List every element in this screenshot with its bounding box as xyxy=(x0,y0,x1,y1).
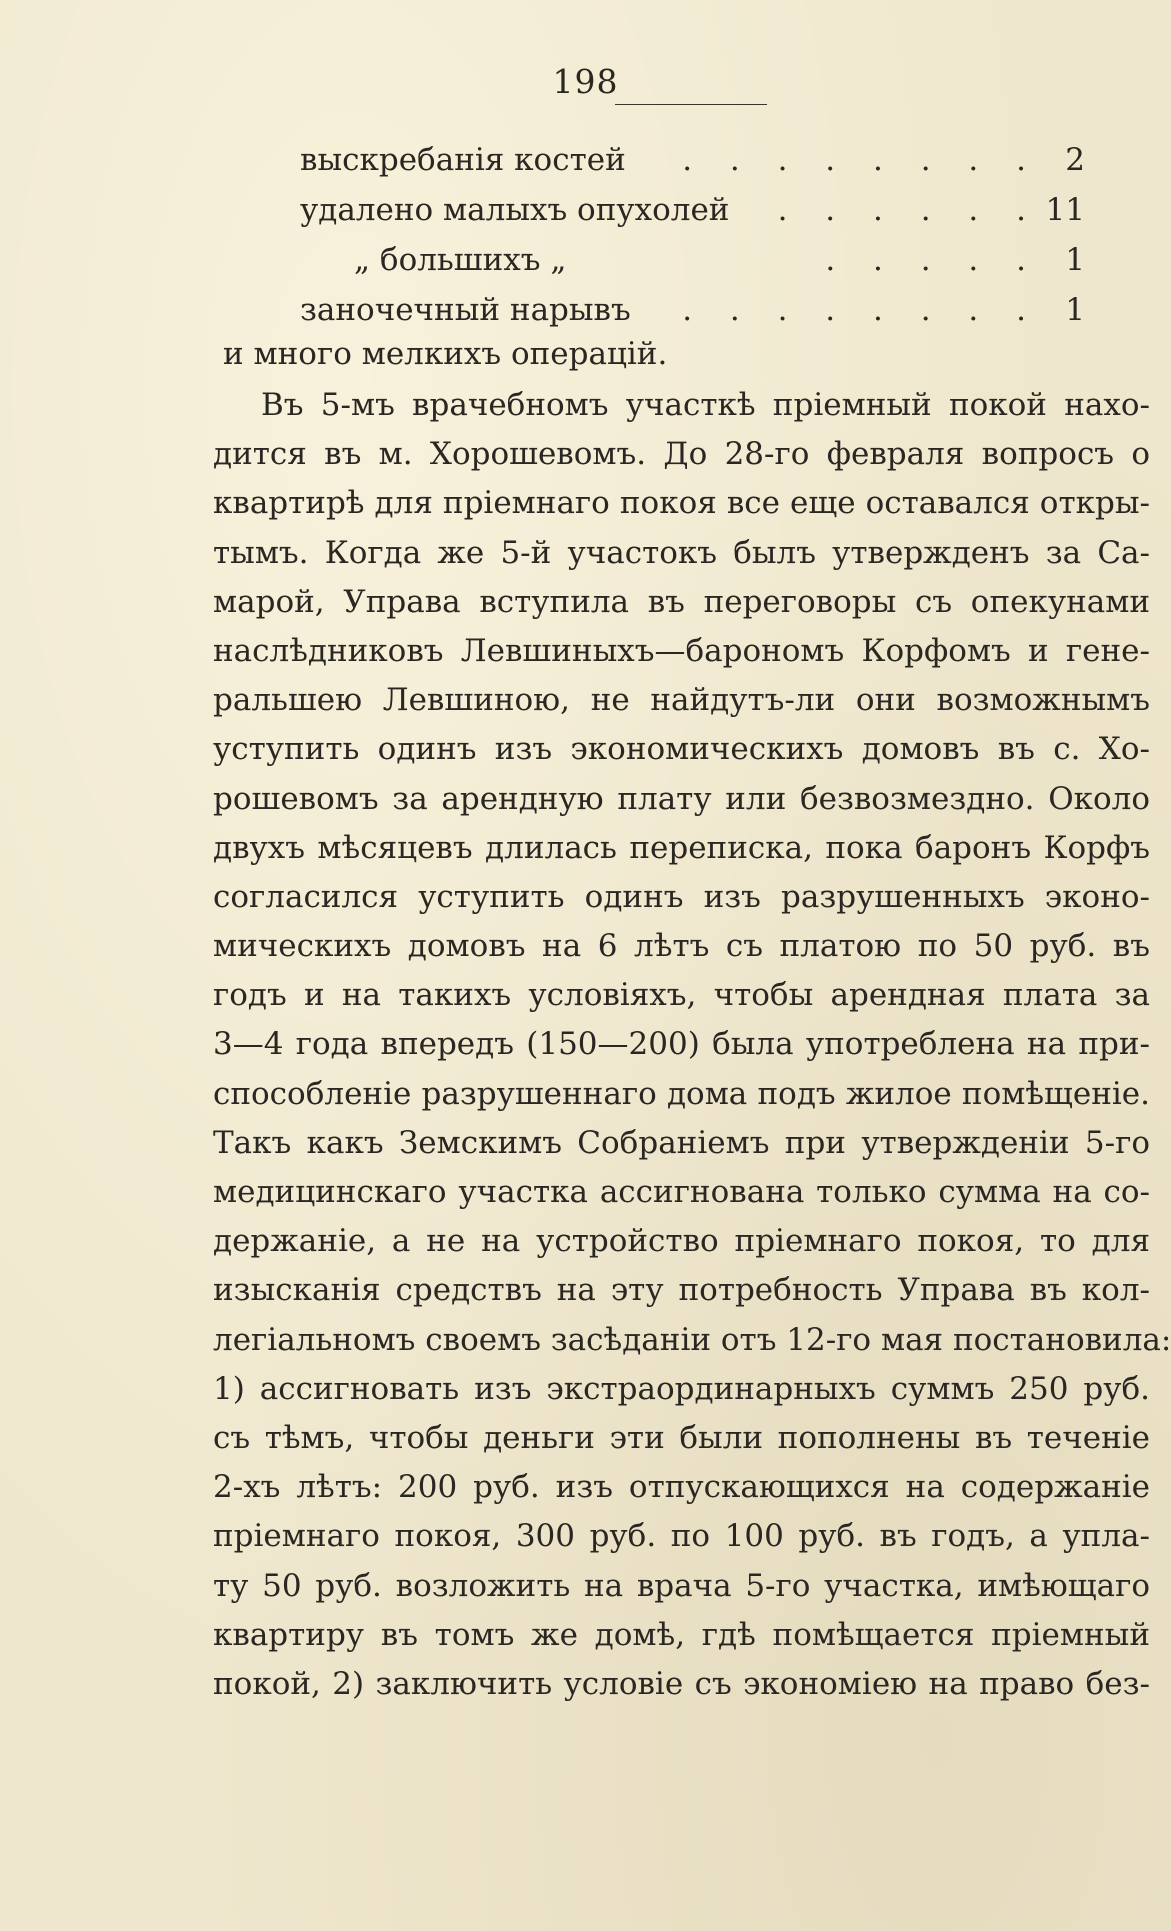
text-line: покой, 2) заключить условіе съ экономіею на право без- xyxy=(213,1665,1150,1702)
operation-label: выскребанія костей xyxy=(300,142,626,178)
text-line: 2-хъ лѣтъ: 200 руб. изъ отпускающихся на содержаніе xyxy=(213,1469,1150,1506)
text-line: марой, Управа вступила въ переговоры съ опекунами xyxy=(213,583,1150,620)
operation-label: удалено малыхъ опухолей xyxy=(300,192,730,228)
operation-label: заночечный нарывъ xyxy=(300,292,631,328)
text-line: дится въ м. Хорошевомъ. До 28-го февраля вопросъ о xyxy=(213,436,1150,473)
text-line: съ тѣмъ, чтобы деньги эти были пополнены въ теченіе xyxy=(213,1419,1150,1456)
text-line: квартиру въ томъ же домѣ, гдѣ помѣщается пріемный xyxy=(213,1616,1150,1653)
body-paragraph xyxy=(213,381,1171,1709)
operations-list xyxy=(300,135,1085,335)
operation-count: 1 xyxy=(1065,242,1085,278)
text-line: пріемнаго покоя, 300 руб. по 100 руб. въ годъ, а упла- xyxy=(213,1518,1150,1555)
text-line: годъ и на такихъ условіяхъ, чтобы арендная плата за xyxy=(213,977,1150,1014)
text-line: держаніе, а не на устройство пріемнаго покоя, то для xyxy=(213,1223,1150,1260)
text-line: мическихъ домовъ на 6 лѣтъ съ платою по 50 руб. въ xyxy=(213,928,1150,965)
operation-count: 1 xyxy=(1065,292,1085,328)
operation-row xyxy=(300,135,1085,185)
leader-dots: . . . . . . . . xyxy=(682,142,1040,178)
page-number: 198 xyxy=(552,62,619,101)
operation-label: „ большихъ „ xyxy=(354,242,567,278)
text-line: легіальномъ своемъ засѣданіи отъ 12-го мая постановила: xyxy=(213,1321,1171,1358)
text-line: квартирѣ для пріемнаго покоя все еще оставался откры- xyxy=(213,485,1150,522)
text-line: ральшею Левшиною, не найдутъ-ли они возможнымъ xyxy=(213,682,1150,719)
text-line: изысканія средствъ на эту потребность Управа въ кол- xyxy=(213,1272,1150,1309)
page-number-rule xyxy=(615,104,767,105)
operation-count: 2 xyxy=(1065,142,1085,178)
operation-row xyxy=(300,285,1085,335)
text-line: Такъ какъ Земскимъ Собраніемъ при утвержденіи 5-го xyxy=(213,1124,1150,1161)
text-line: 3—4 года впередъ (150—200) была употреблена на при- xyxy=(213,1026,1150,1063)
text-line: рошевомъ за арендную плату или безвозмездно. Около xyxy=(213,780,1150,817)
text-line: медицинскаго участка ассигнована только сумма на со- xyxy=(213,1174,1150,1210)
operations-footer: и много мелкихъ операцій. xyxy=(223,336,668,372)
text-line: способленіе разрушеннаго дома подъ жилое помѣщеніе. xyxy=(213,1075,1150,1112)
text-line: согласился уступить одинъ изъ разрушенныхъ эконо- xyxy=(213,878,1150,915)
text-line: двухъ мѣсяцевъ длилась переписка, пока баронъ Корфъ xyxy=(213,829,1150,866)
leader-dots: . . . . . xyxy=(825,242,1040,278)
operation-row xyxy=(300,235,1085,285)
operation-count: 11 xyxy=(1045,192,1085,228)
text-line: Въ 5-мъ врачебномъ участкѣ пріемный покой нахо- xyxy=(261,387,1150,423)
text-line: ту 50 руб. возложить на врача 5-го участка, имѣющаго xyxy=(213,1567,1150,1604)
text-line: уступить одинъ изъ экономическихъ домовъ въ с. Хо- xyxy=(213,731,1150,768)
leader-dots: . . . . . . . . xyxy=(682,292,1040,328)
operation-row xyxy=(300,185,1085,235)
text-line: 1) ассигновать изъ экстраординарныхъ суммъ 250 руб. xyxy=(213,1370,1150,1407)
text-line: наслѣдниковъ Левшиныхъ—барономъ Корфомъ и гене- xyxy=(213,632,1150,669)
text-line: тымъ. Когда же 5-й участокъ былъ утвержденъ за Са- xyxy=(213,534,1150,571)
leader-dots: . . . . . . xyxy=(777,192,1040,228)
